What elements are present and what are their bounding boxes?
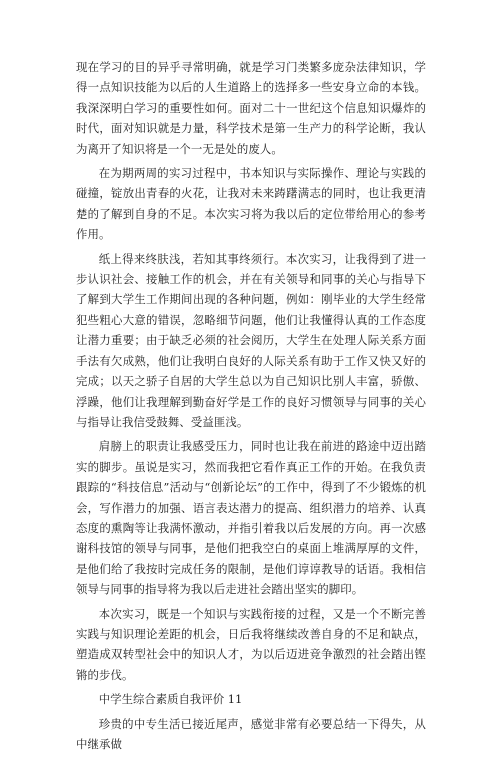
paragraph-1: 现在学习的目的异乎寻常明确，就是学习门类繁多庞杂法律知识，学得一点知识技能为以后的人生道路上的选择多一些安身立命的本钱。我深深明白学习的重要性如何。面对二十一世纪这个信息知识爆炸的时代，面对知识就是力量，科学技术是第一生产力的科学论断，我认为离开了知识将是一个一无是处的废人。 (76, 60, 426, 156)
paragraph-2: 在为期两周的实习过程中，书本知识与实际操作、理论与实践的碰撞，锭放出青春的火花，让我对未来踌躇满志的同时，也让我更清楚的了解到自身的不足。本次实习将为我以后的定位带给用心的参考作用。 (76, 166, 426, 242)
section-heading: 中学生综合素质自我评价 11 (98, 692, 243, 707)
document-body (76, 57, 426, 758)
paragraph-4: 肩膀上的职责让我感受压力，同时也让我在前进的路途中迈出踏实的脚步。虽说是实习，然而我把它看作真正工作的开始。在我负责跟踪的“科技信息”活动与“创新论坛”的工作中，得到了不少锻炼的机会，写作潜力的加强、语言表达潜力的提高、组织潜力的培养、认真态度的熏陶等让我满怀激动，并指引着我以后发展的方向。再一次感谢科技馆的领导与同事，是他们把我空白的桌面上堆满厚厚的文件，是他们给了我按时完成任务的限制，是他们谆谆教导的话语。我相信领导与同事的指导将为我以后走进社会踏出坚实的脚印。 (76, 439, 426, 597)
paragraph-3: 纸上得来终肤浅，若知其事终须行。本次实习，让我得到了进一步认识社会、接触工作的机会，并在有关领导和同事的关心与指导下了解到大学生工作期间出现的各种问题，例如：刚毕业的大学生经常犯些粗心大意的错误，忽略细节问题，他们让我懂得认真的工作态度让潜力重要；由于缺乏必须的社会阅历，大学生在处理人际关系方面手法有欠成熟，他们让我明白良好的人际关系有助于工作又快又好的完成；以天之骄子自居的大学生总以为自己知识比别人丰富，骄傲、浮躁，他们让我理解到勤奋好学是工作的良好习惯领导与同事的关心与指导让我信受鼓舞、受益匪浅。 (76, 251, 426, 429)
paragraph-5: 本次实习，既是一个知识与实践衔接的过程，又是一个不断完善实践与知识理论差距的机会，日后我将继续改善自身的不足和缺点，塑造成双转型社会中的知识人才，为以后迈进竞争激烈的社会踏出铿锵的步伐。 (76, 606, 426, 682)
paragraph-6: 珍贵的中专生活已接近尾声，感觉非常有必要总结一下得失，从中继承做 (76, 716, 426, 751)
